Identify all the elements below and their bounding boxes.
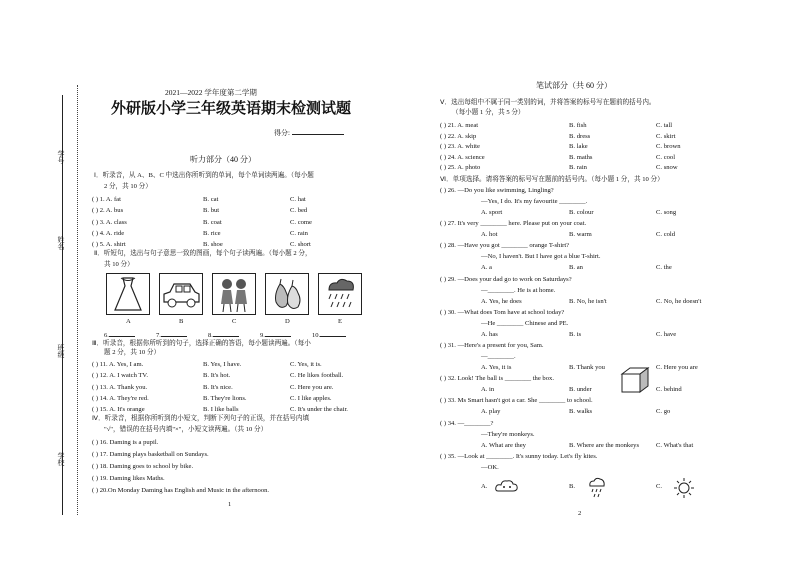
- answer-blank-7[interactable]: 7.: [156, 329, 187, 340]
- question-row[interactable]: ( ) 31. —Here's a present for you, Sam.: [440, 342, 544, 349]
- option-text[interactable]: A. in: [481, 386, 495, 394]
- question-row[interactable]: ( ) 1. A. fat: [92, 196, 121, 203]
- listening-heading: 听力部分（40 分）: [190, 155, 256, 164]
- question-row[interactable]: ( ) 34. —________?: [440, 419, 494, 427]
- picture-letter-b: B: [179, 318, 184, 325]
- option-text[interactable]: B. Where are the monkeys: [569, 441, 640, 449]
- option-text: B. It's nice.: [203, 383, 233, 391]
- option-text[interactable]: A. has: [481, 330, 498, 338]
- question-row[interactable]: ( ) 21. A. meat: [440, 122, 479, 129]
- picture-pears: [265, 273, 309, 315]
- school-year: 2021—2022 学年度第二学期: [165, 88, 257, 97]
- option-text: B. rice: [203, 229, 221, 237]
- option-text: B. Yes, I have.: [203, 361, 242, 368]
- option-text[interactable]: B. under: [569, 386, 592, 394]
- score-label: 得分:: [274, 127, 344, 138]
- option-text[interactable]: A. hot: [481, 231, 498, 239]
- question-row[interactable]: ( ) 27. It's very ________ here. Please put on your coat.: [440, 220, 587, 228]
- rain-cloud-icon: [588, 477, 606, 504]
- option-text[interactable]: C. What's that: [656, 441, 694, 449]
- written-heading: 笔试部分（共 60 分）: [536, 81, 612, 90]
- option-text[interactable]: B. walks: [569, 408, 593, 416]
- exam-title: 外研版小学三年级英语期末检测试题: [111, 101, 352, 117]
- question-row[interactable]: ( ) 12. A. I watch TV.: [92, 372, 148, 380]
- question-line: —He ________ Chinese and PE.: [481, 319, 569, 327]
- option-text[interactable]: C. have: [656, 330, 677, 338]
- question-row[interactable]: ( ) 23. A. white: [440, 143, 480, 151]
- option-text: B. dress: [569, 132, 591, 140]
- option-text[interactable]: C. No, he doesn't: [656, 297, 702, 305]
- section-5-title: Ⅴ．选出每组中不属于同一类别的词，并将答案的标号写在题前的括号内。: [440, 99, 656, 106]
- option-text[interactable]: A. sport: [481, 209, 503, 216]
- picture-rain: [318, 273, 362, 315]
- judgement-row[interactable]: ( ) 19. Daming likes Maths.: [92, 475, 165, 482]
- picture-car: [159, 273, 203, 315]
- question-row[interactable]: ( ) 13. A. Thank you.: [92, 383, 148, 391]
- answer-blank-8[interactable]: 8.: [208, 329, 239, 340]
- option-text[interactable]: A. Yes, it is: [481, 364, 512, 371]
- option-text: B. rain: [569, 164, 587, 172]
- page-number-1: 1: [228, 501, 232, 508]
- option-text: C. tall: [656, 122, 673, 129]
- option-text: C. hat: [290, 196, 306, 203]
- option-text: B. fish: [569, 122, 587, 129]
- picture-letter-a: A: [126, 318, 131, 325]
- option-text[interactable]: A. a: [481, 264, 492, 272]
- margin-label-class: 班级: [57, 344, 65, 358]
- question-row[interactable]: ( ) 33. Ms Smart hasn't got a car. She ________ to school.: [440, 397, 593, 405]
- question-row[interactable]: ( ) 25. A. photo: [440, 164, 481, 172]
- question-line: —Yes, I do. It's my favourite ________.: [481, 198, 588, 205]
- box-picture: [618, 366, 650, 399]
- question-row[interactable]: ( ) 11. A. Yes, I am.: [92, 361, 144, 368]
- option-text[interactable]: C. behind: [656, 386, 682, 394]
- option-text[interactable]: A. What are they: [481, 441, 526, 449]
- option-text: C. cool: [656, 153, 676, 161]
- option-text[interactable]: A. Yes, he does: [481, 297, 522, 305]
- option-text: B. cat: [203, 196, 219, 203]
- question-line: —No, I haven't. But I have got a blue T-shirt.: [481, 253, 601, 261]
- section-3-title-cont: 题 2 分，共 10 分）: [104, 349, 161, 356]
- question-row[interactable]: ( ) 22. A. skip: [440, 132, 477, 140]
- option-text: C. snow: [656, 164, 678, 172]
- option-text: C. It's under the chair.: [290, 406, 348, 414]
- option-text[interactable]: C. cold: [656, 231, 676, 239]
- option-text: B. shoe: [203, 241, 223, 249]
- judgement-row[interactable]: ( ) 18. Daming goes to school by bike.: [92, 463, 194, 470]
- question-line: —They're monkeys.: [481, 430, 535, 438]
- question-row[interactable]: ( ) 29. —Does your dad go to work on Saturdays?: [440, 275, 572, 283]
- option-text: B. lake: [569, 143, 588, 151]
- option-text[interactable]: C. the: [656, 264, 672, 272]
- section-6-title: Ⅵ．单项选择。请将答案的标号写在题前的括号内。（每小题 1 分，共 10 分）: [440, 176, 664, 183]
- question-line: —OK.: [481, 463, 499, 471]
- question-row[interactable]: ( ) 14. A. They're red.: [92, 394, 149, 402]
- picture-letter-d: D: [285, 318, 290, 325]
- question-row[interactable]: ( ) 4. A. ride: [92, 229, 125, 237]
- section-2-title-cont: 共 10 分）: [104, 261, 134, 268]
- option-text: C. bed: [290, 207, 308, 215]
- page-number-2: 2: [578, 510, 582, 517]
- option-text[interactable]: C.: [656, 482, 663, 490]
- picture-children: [212, 273, 256, 315]
- option-text: C. skirt: [656, 132, 676, 140]
- question-row[interactable]: ( ) 5. A. shirt: [92, 241, 126, 249]
- option-text[interactable]: C. Here you are: [656, 364, 698, 371]
- section-5-title-cont: （每小题 1 分，共 5 分）: [452, 109, 525, 116]
- margin-cut-line: [77, 85, 78, 515]
- cloud-icon: [495, 478, 519, 499]
- option-text: C. Here you are.: [290, 383, 334, 391]
- option-text[interactable]: B. warm: [569, 231, 592, 239]
- question-row[interactable]: ( ) 3. A. class: [92, 218, 127, 226]
- option-text: C. I like apples.: [290, 394, 332, 402]
- judgement-row[interactable]: ( ) 17. Daming plays basketball on Sundays.: [92, 451, 209, 458]
- option-text[interactable]: A. play: [481, 408, 501, 416]
- option-text: C. short: [290, 241, 311, 249]
- option-text[interactable]: B. an: [569, 264, 583, 272]
- question-row[interactable]: ( ) 2. A. bus: [92, 207, 124, 215]
- sun-icon: [673, 477, 695, 504]
- option-text: C. brown: [656, 143, 681, 151]
- question-row[interactable]: ( ) 15. A. It's orange: [92, 406, 145, 414]
- option-text[interactable]: B. Thank you: [569, 364, 605, 371]
- option-text[interactable]: C. song: [656, 209, 677, 216]
- option-text[interactable]: B. colour: [569, 209, 594, 216]
- option-text: C. come: [290, 218, 312, 226]
- section-1-title: Ⅰ．听录音，从 A、B、C 中选出你所听到的单词，每个单词读两遍。（每小题: [94, 172, 314, 179]
- margin-label-student-id: 学号: [57, 150, 65, 164]
- question-row[interactable]: ( ) 28. —Have you got ________ orange T-shirt?: [440, 242, 570, 250]
- option-text: B. but: [203, 207, 220, 215]
- option-text: B. maths: [569, 153, 593, 161]
- judgement-row[interactable]: ( ) 16. Daming is a pupil.: [92, 439, 159, 446]
- judgement-row[interactable]: ( ) 20.On Monday Daming has English and Music in the afternoon.: [92, 487, 270, 494]
- option-text: B. coat: [203, 218, 222, 226]
- question-row[interactable]: ( ) 32. Look! The ball is ________ the box.: [440, 375, 554, 383]
- option-text: B. They're lions.: [203, 394, 247, 402]
- option-text: C. Yes, it is.: [290, 361, 322, 368]
- option-text[interactable]: B.: [569, 482, 576, 490]
- question-line: —________. He is at home.: [481, 286, 556, 294]
- answer-blank-9[interactable]: 9.: [260, 329, 291, 340]
- option-text[interactable]: B. is: [569, 330, 582, 338]
- margin-label-school: 学校: [57, 452, 65, 466]
- question-row[interactable]: ( ) 26. —Do you like swimming, Lingling?: [440, 187, 554, 194]
- option-text: B. It's hot.: [203, 372, 231, 380]
- option-text[interactable]: B. No, he isn't: [569, 297, 607, 305]
- answer-blank-10[interactable]: 10.: [312, 329, 346, 340]
- margin-label-name: 姓名: [57, 236, 65, 250]
- question-row[interactable]: ( ) 35. —Look at ________. It's sunny today. Let's fly kites.: [440, 452, 598, 460]
- question-row[interactable]: ( ) 24. A. science: [440, 153, 485, 161]
- picture-letter-c: C: [232, 318, 237, 325]
- option-text: C. rain: [290, 229, 308, 237]
- section-4-title: Ⅳ．听录音，根据你所听到的小短文，判断下列句子的正误，并在括号内填: [92, 415, 310, 422]
- option-text: C. He likes football.: [290, 372, 344, 380]
- picture-dress: [106, 273, 150, 315]
- answer-blank-6[interactable]: 6.: [104, 329, 135, 340]
- section-1-title-cont: 2 分，共 10 分）: [104, 183, 152, 190]
- question-row[interactable]: ( ) 30. —What does Tom have at school today?: [440, 308, 565, 316]
- section-4-title-cont: "√"，错误的在括号内填"×"，小短文读两遍。（共 10 分）: [104, 426, 268, 433]
- option-text: B. I like balls: [203, 406, 239, 414]
- picture-letter-e: E: [338, 318, 343, 325]
- option-text[interactable]: A.: [481, 482, 488, 490]
- option-text[interactable]: C. go: [656, 408, 671, 416]
- section-2-title: Ⅱ．听短句，选出与句子意思一致的图画，每个句子读两遍。（每小题 2 分，: [94, 250, 312, 257]
- section-3-title: Ⅲ．听录音，根据你所听到的句子，选择正确的答语，每小题读两遍。（每小: [92, 340, 311, 347]
- question-line: —________.: [481, 353, 516, 360]
